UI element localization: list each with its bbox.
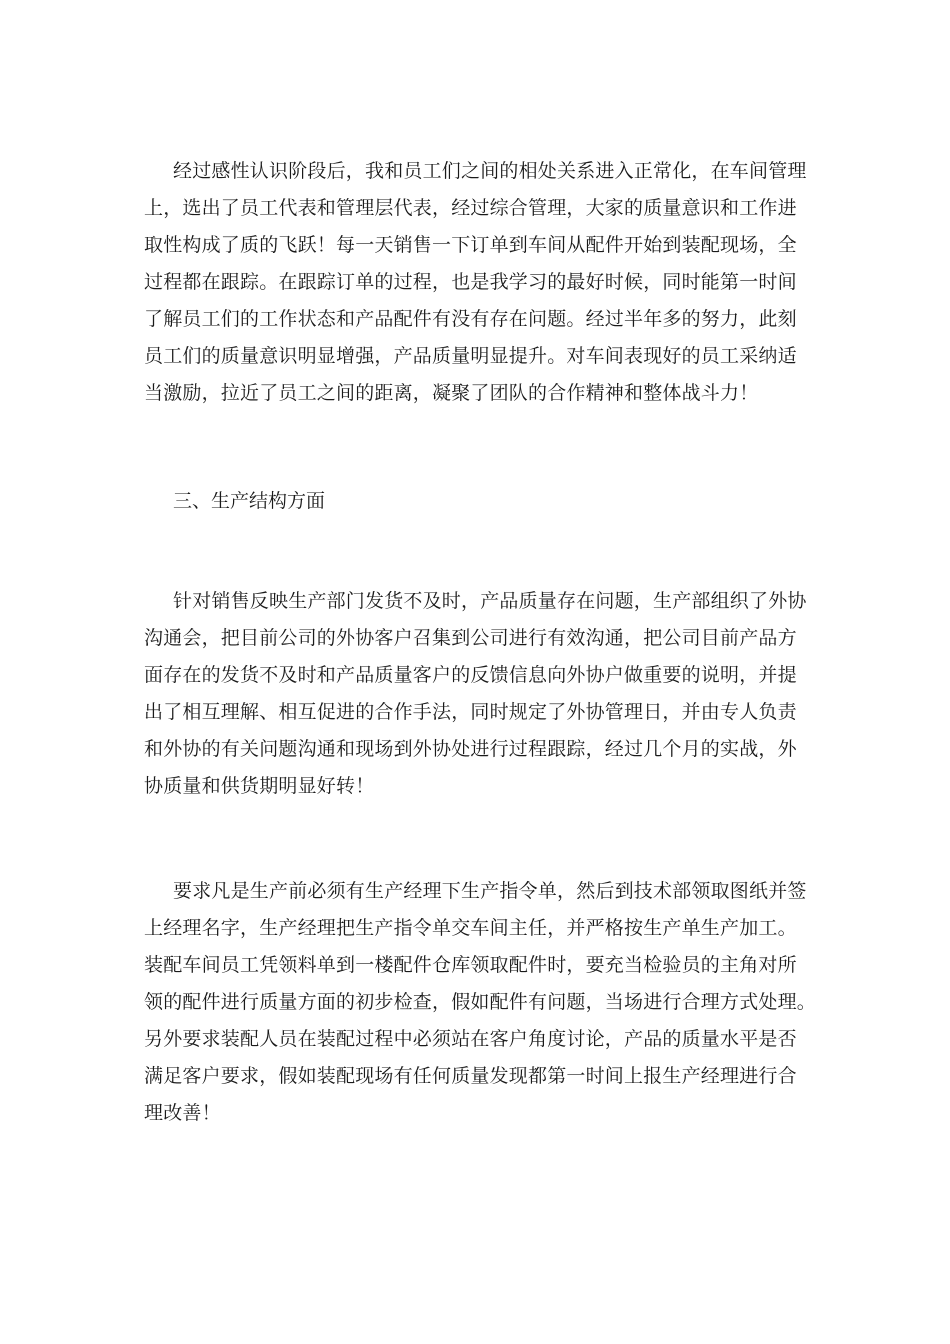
paragraph-line: 上经理名字，生产经理把生产指令单交车间主任，并严格按生产单生产加工。	[144, 917, 797, 939]
paragraph-line: 另外要求装配人员在装配过程中必须站在客户角度讨论，产品的质量水平是否	[144, 1028, 797, 1050]
paragraph-line: 出了相互理解、相互促进的合作手法，同时规定了外协管理日，并由专人负责	[144, 701, 797, 723]
paragraph-line: 理改善！	[144, 1102, 221, 1124]
paragraph-line: 过程都在跟踪。在跟踪订单的过程，也是我学习的最好时候，同时能第一时间	[144, 271, 797, 293]
paragraph-workshop-management	[144, 153, 806, 412]
paragraph-line: 经过感性认识阶段后，我和员工们之间的相处关系进入正常化，在车间管理	[173, 160, 807, 182]
paragraph-line: 沟通会，把目前公司的外协客户召集到公司进行有效沟通，把公司目前产品方	[144, 627, 797, 649]
paragraph-line: 针对销售反映生产部门发货不及时，产品质量存在问题，生产部组织了外协	[173, 590, 807, 612]
paragraph-line: 面存在的发货不及时和产品质量客户的反馈信息向外协户做重要的说明，并提	[144, 664, 797, 686]
paragraph-production-orders	[144, 873, 817, 1132]
paragraph-line: 员工们的质量意识明显增强，产品质量明显提升。对车间表现好的员工采纳适	[144, 345, 797, 367]
paragraph-line: 了解员工们的工作状态和产品配件有没有存在问题。经过半年多的努力，此刻	[144, 308, 797, 330]
paragraph-line: 领的配件进行质量方面的初步检查，假如配件有问题，当场进行合理方式处理。	[144, 991, 817, 1013]
paragraph-line: 上，选出了员工代表和管理层代表，经过综合管理，大家的质量意识和工作进	[144, 197, 797, 219]
paragraph-line: 当激励，拉近了员工之间的距离，凝聚了团队的合作精神和整体战斗力！	[144, 382, 759, 404]
paragraph-line: 满足客户要求，假如装配现场有任何质量发现都第一时间上报生产经理进行合	[144, 1065, 797, 1087]
paragraph-outsourcing	[144, 583, 806, 805]
paragraph-line: 协质量和供货期明显好转！	[144, 775, 375, 797]
paragraph-line: 取性构成了质的飞跃！每一天销售一下订单到车间从配件开始到装配现场，全	[144, 234, 797, 256]
paragraph-line: 装配车间员工凭领料单到一楼配件仓库领取配件时，要充当检验员的主角对所	[144, 954, 797, 976]
paragraph-line: 和外协的有关问题沟通和现场到外协处进行过程跟踪，经过几个月的实战，外	[144, 738, 797, 760]
section-heading: 三、生产结构方面	[173, 490, 326, 512]
paragraph-line: 要求凡是生产前必须有生产经理下生产指令单，然后到技术部领取图纸并签	[173, 880, 807, 902]
